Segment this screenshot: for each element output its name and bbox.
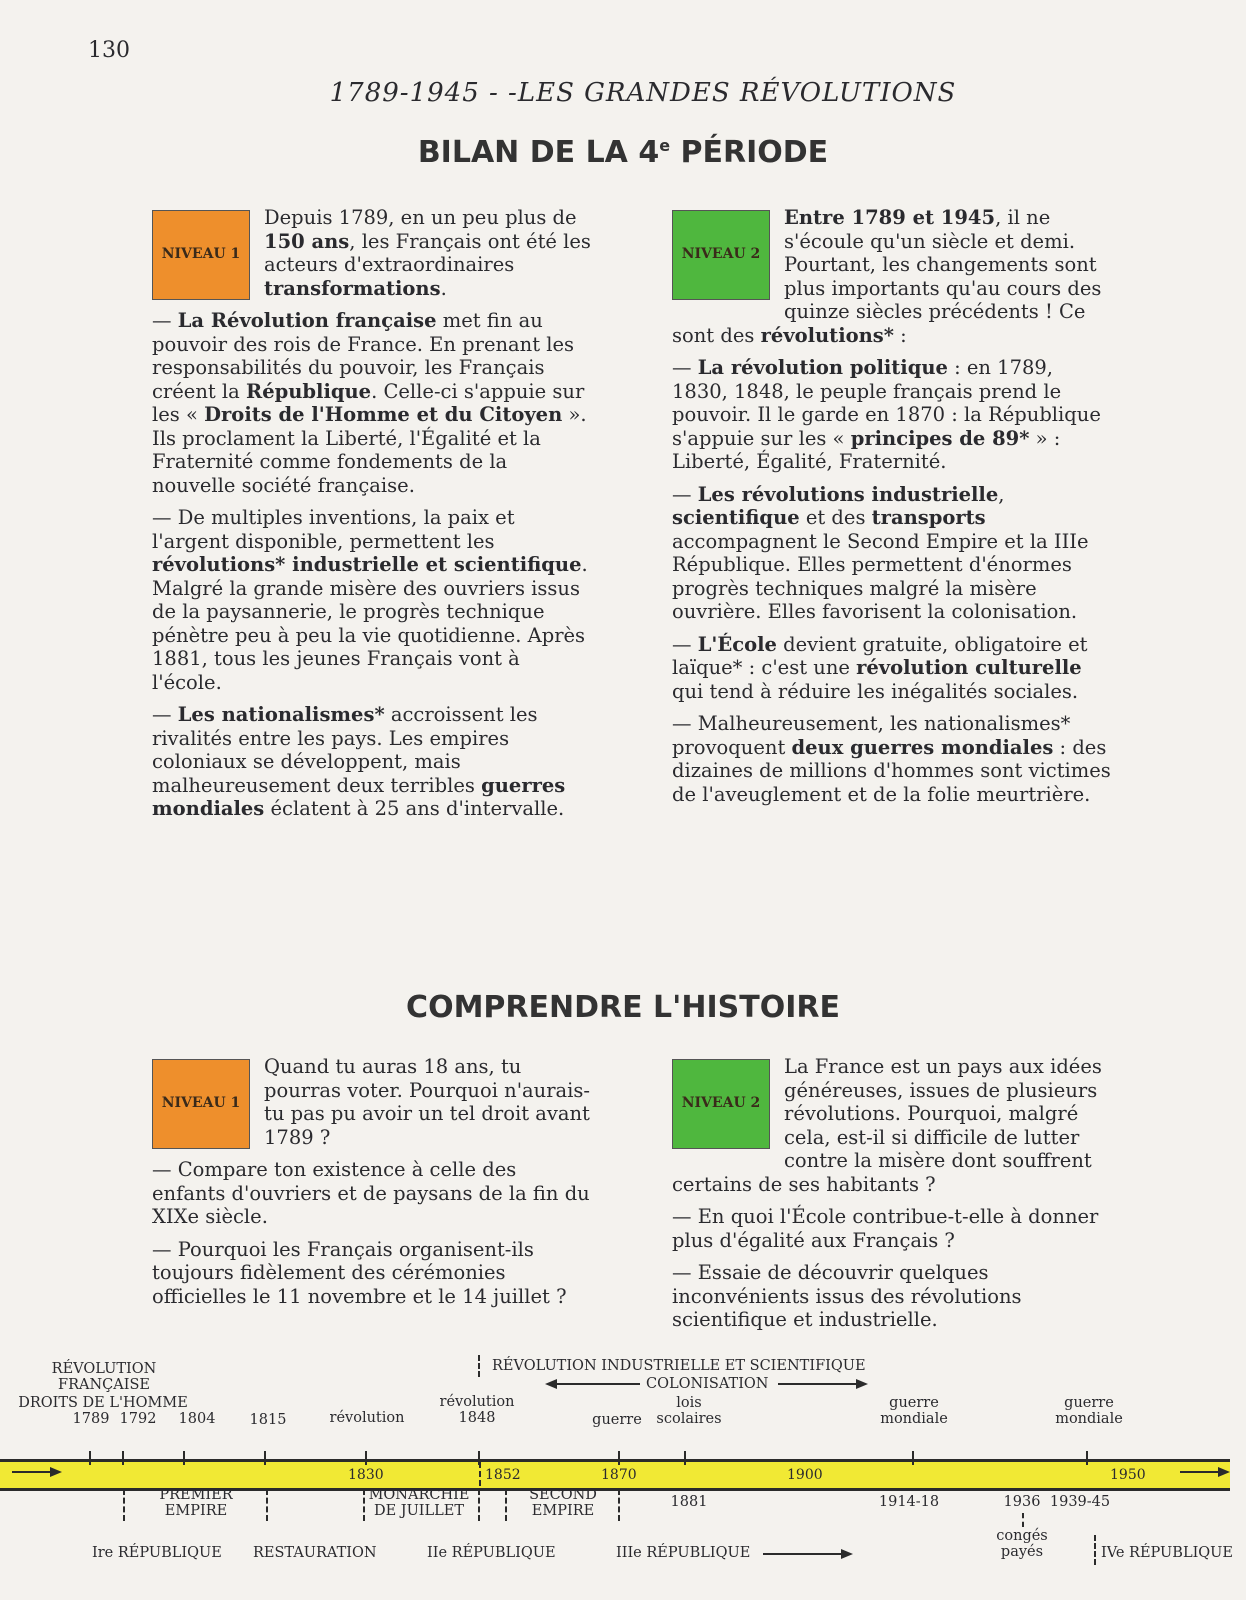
- text-run: :: [893, 323, 907, 347]
- tl-tick-1939: [1086, 1451, 1088, 1465]
- tl-bar-arrow-left-head: [50, 1467, 62, 1477]
- tl-divider-1870: [618, 1489, 620, 1521]
- tl-premier-empire: PREMIER EMPIRE: [159, 1487, 233, 1519]
- tl-revolution-francaise: RÉVOLUTION FRANÇAISE: [51, 1361, 157, 1393]
- bilan-title-sup: e: [659, 136, 671, 155]
- tl-divider-1848: [478, 1489, 480, 1521]
- text-run: —: [672, 632, 698, 656]
- tl-bar-1950: 1950: [1110, 1467, 1146, 1483]
- bilan-title-end: PÉRIODE: [670, 135, 829, 170]
- text-run: —: [672, 482, 698, 506]
- text-run: , il ne s'écoule qu'un siècle et demi. Pourtant, les changements sont plus importants qu'au cours des quinze siècles précédents ! Ce sont des: [672, 206, 1102, 347]
- tl-colonisation: COLONISATION: [646, 1376, 769, 1392]
- bold-run: révolutions* industrielle et scientifique: [152, 553, 582, 576]
- bilan-n2-paragraph-2: [672, 356, 1112, 474]
- comprendre-n2-question-2: — En quoi l'École contribue-t-elle à donner plus d'égalité aux Français ?: [672, 1205, 1099, 1252]
- tl-colonisation-arrow-right: [856, 1379, 868, 1389]
- bilan-niveau1-column: [152, 206, 592, 830]
- bold-run: scientifique: [672, 506, 800, 529]
- text-run: : des dizaines de millions d'hommes sont victimes de l'aveuglement et de la folie meurtrière.: [672, 735, 1111, 806]
- niveau2-badge: NIVEAU 2: [672, 210, 770, 300]
- tl-monarchie-juillet: MONARCHIE DE JUILLET: [368, 1487, 470, 1519]
- text-run: .: [440, 276, 447, 300]
- tl-divider-1848-top: [478, 1355, 480, 1377]
- tl-lois-scolaires: lois scolaires: [656, 1395, 722, 1427]
- text-run: —: [152, 309, 178, 332]
- comprendre-niveau2-column: [672, 1055, 1112, 1341]
- comprendre-n1-question-2: — Compare ton existence à celle des enfants d'ouvriers et de paysans de la fin du XIXe siècle.: [152, 1158, 590, 1228]
- tl-conges-payes: congés payés: [996, 1528, 1048, 1560]
- tl-tick-1914: [912, 1451, 914, 1465]
- tl-year-1789: 1789: [72, 1411, 110, 1427]
- text-run: —: [672, 356, 698, 379]
- text-run: accompagnent le Second Empire et la IIIe République. Elles permettent d'énormes progrès techniques malgré la misère ouvrière. Elles favorisent la colonisation.: [672, 529, 1089, 623]
- tl-bar-1900: 1900: [787, 1467, 823, 1483]
- page-number: 130: [88, 38, 130, 63]
- bold-run: transports: [871, 506, 986, 529]
- text-run: . Malgré la grande misère des ouvriers issus de la paysannerie, le progrès technique pénètre peu à peu la vie quotidienne. Après 1881, tous les jeunes Français vont à l'école.: [152, 553, 588, 694]
- tl-year-1815: 1815: [249, 1412, 287, 1428]
- text-run: Depuis 1789, en un peu plus de: [264, 206, 577, 229]
- tl-second-empire: SECOND EMPIRE: [529, 1487, 597, 1519]
- bilan-n2-paragraph-4: [672, 633, 1112, 704]
- tl-tick-1815: [264, 1451, 266, 1465]
- tl-1881: 1881: [670, 1494, 708, 1510]
- bold-run: 150 ans: [264, 229, 350, 253]
- tl-divider-1830: [363, 1489, 365, 1521]
- tl-tick-1830: [365, 1451, 367, 1465]
- tl-iiie-arrow-line: [763, 1553, 843, 1555]
- comprendre-niveau1-badge: NIVEAU 1: [152, 1059, 250, 1149]
- tl-iie-republique: IIe RÉPUBLIQUE: [427, 1545, 556, 1561]
- text-run: , les Français ont été les acteurs d'extraordinaires: [264, 229, 591, 276]
- tl-ive-republique: IVe RÉPUBLIQUE: [1101, 1545, 1233, 1561]
- tl-guerre-1870: guerre: [592, 1412, 642, 1428]
- niveau1-badge: NIVEAU 1: [152, 210, 250, 300]
- tl-tick-1881: [684, 1451, 686, 1465]
- tl-year-1792: 1792: [119, 1411, 157, 1427]
- bold-run: Les nationalismes*: [177, 703, 385, 726]
- tl-revolution-1830: révolution: [329, 1410, 405, 1426]
- comprendre-niveau1-column: [152, 1055, 592, 1317]
- tl-revolution-1848: révolution 1848: [439, 1394, 515, 1426]
- tl-bar-1852: 1852: [485, 1467, 521, 1483]
- bilan-title: [0, 135, 1246, 170]
- tl-divider-1945: [1094, 1535, 1096, 1565]
- tl-divider-1852: [505, 1489, 507, 1521]
- bilan-title-main: BILAN DE LA 4: [417, 135, 660, 170]
- text-run: et des: [799, 506, 872, 529]
- bold-run: République: [245, 379, 372, 403]
- text-run: met fin au pouvoir des rois de France. En prenant les responsabilités du pouvoir, les Français créent la: [152, 309, 575, 403]
- tl-divider-1936: [1022, 1513, 1024, 1527]
- bilan-n2-paragraph-5: [672, 712, 1112, 806]
- tl-colonisation-line-right: [778, 1383, 858, 1385]
- tl-rev-industrielle: RÉVOLUTION INDUSTRIELLE ET SCIENTIFIQUE: [492, 1358, 866, 1374]
- tl-iiie-arrow-head: [841, 1549, 853, 1559]
- bold-run: La Révolution française: [177, 309, 437, 332]
- tl-1914-18: 1914-18: [878, 1494, 940, 1510]
- text-run: —: [152, 703, 178, 726]
- comprendre-n2-question-3: — Essaie de découvrir quelques inconvénients issus des révolutions scientifique et industrielle.: [672, 1261, 1022, 1331]
- bold-run: Les révolutions industrielle: [697, 482, 999, 506]
- bold-run: transformations: [264, 276, 441, 300]
- tl-droits-homme: DROITS DE L'HOMME: [18, 1395, 188, 1411]
- timeline: [0, 1355, 1246, 1600]
- comprendre-niveau2-badge: NIVEAU 2: [672, 1059, 770, 1149]
- bilan-n2-paragraph-3: [672, 483, 1112, 624]
- tl-iiie-republique: IIIe RÉPUBLIQUE: [616, 1545, 751, 1561]
- text-run: : en 1789, 1830, 1848, le peuple français prend le pouvoir. Il le garde en 1870 : la République s'appuie sur les «: [672, 356, 1101, 450]
- bold-run: La révolution politique: [697, 356, 948, 379]
- tl-bar-arrow-right-line: [1180, 1471, 1220, 1473]
- text-run: ,: [998, 482, 1005, 506]
- text-run: ». Ils proclament la Liberté, l'Égalité et la Fraternité comme fondements de la nouvelle société française.: [152, 403, 587, 497]
- tl-bar-1852-dash: [479, 1462, 481, 1486]
- tl-ire-republique: Ire RÉPUBLIQUE: [92, 1545, 222, 1561]
- text-run: — De multiples inventions, la paix et l'argent disponible, permettent les: [152, 506, 515, 553]
- tl-bar-arrow-right-head: [1218, 1467, 1230, 1477]
- tl-colonisation-line-left: [555, 1383, 640, 1385]
- comprendre-n2-question-1: La France est un pays aux idées généreuses, issues de plusieurs révolutions. Pourquoi, malgré cela, est-il si difficile de lutter contre la misère dont souffrent certains de ses habitants ?: [672, 1055, 1102, 1196]
- tl-divider-1815: [266, 1489, 268, 1521]
- tl-bar-1870: 1870: [601, 1467, 637, 1483]
- tl-guerre-mondiale-1: guerre mondiale: [880, 1395, 948, 1427]
- bilan-n1-paragraph-2: [152, 309, 592, 497]
- comprendre-n1-question-1: Quand tu auras 18 ans, tu pourras voter. Pourquoi n'aurais-tu pas pu avoir un tel droit avant 1789 ?: [264, 1055, 591, 1149]
- tl-1936: 1936: [1003, 1494, 1041, 1510]
- text-run: » : Liberté, Égalité, Fraternité.: [672, 426, 1061, 473]
- bold-run: principes de 89*: [850, 426, 1030, 450]
- comprendre-title: COMPRENDRE L'HISTOIRE: [406, 990, 840, 1025]
- tl-bar-arrow-left-line: [12, 1471, 52, 1473]
- text-run: devient gratuite, obligatoire et laïque* : c'est une: [672, 632, 1088, 679]
- tl-restauration: RESTAURATION: [253, 1545, 377, 1561]
- tl-tick-1792: [122, 1451, 124, 1465]
- bold-run: Entre 1789 et 1945: [784, 206, 996, 229]
- bilan-n1-paragraph-3: [152, 506, 592, 694]
- text-run: accroissent les rivalités entre les pays. Les empires coloniaux se développent, mais malheureusement deux terribles: [152, 703, 538, 797]
- bold-run: deux guerres mondiales: [791, 735, 1054, 759]
- bold-run: L'École: [697, 632, 777, 656]
- tl-guerre-mondiale-2: guerre mondiale: [1055, 1395, 1123, 1427]
- bold-run: révolutions*: [760, 323, 894, 347]
- text-run: éclatent à 25 ans d'intervalle.: [264, 797, 565, 820]
- tl-1939-45: 1939-45: [1049, 1494, 1111, 1510]
- tl-tick-1804: [183, 1451, 185, 1465]
- bold-run: guerres mondiales: [152, 773, 566, 820]
- text-run: . Celle-ci s'appuie sur les «: [152, 379, 585, 426]
- text-run: — Malheureusement, les nationalismes* provoquent: [672, 712, 1071, 759]
- text-run: qui tend à réduire les inégalités sociales.: [672, 679, 1079, 703]
- comprendre-n1-question-3: — Pourquoi les Français organisent-ils toujours fidèlement des cérémonies officielles le 11 novembre et le 14 juillet ?: [152, 1237, 567, 1308]
- running-title: 1789-1945 - -LES GRANDES RÉVOLUTIONS: [329, 78, 957, 108]
- tl-bar-1830: 1830: [348, 1467, 384, 1483]
- tl-tick-1870: [618, 1451, 620, 1465]
- bilan-niveau2-column: [672, 206, 1112, 815]
- bilan-n1-paragraph-4: [152, 703, 592, 821]
- tl-year-1804: 1804: [178, 1411, 216, 1427]
- tl-tick-1789: [89, 1451, 91, 1465]
- bold-run: Droits de l'Homme et du Citoyen: [204, 403, 563, 426]
- bold-run: révolution culturelle: [856, 656, 1082, 679]
- tl-divider-1792: [123, 1489, 125, 1521]
